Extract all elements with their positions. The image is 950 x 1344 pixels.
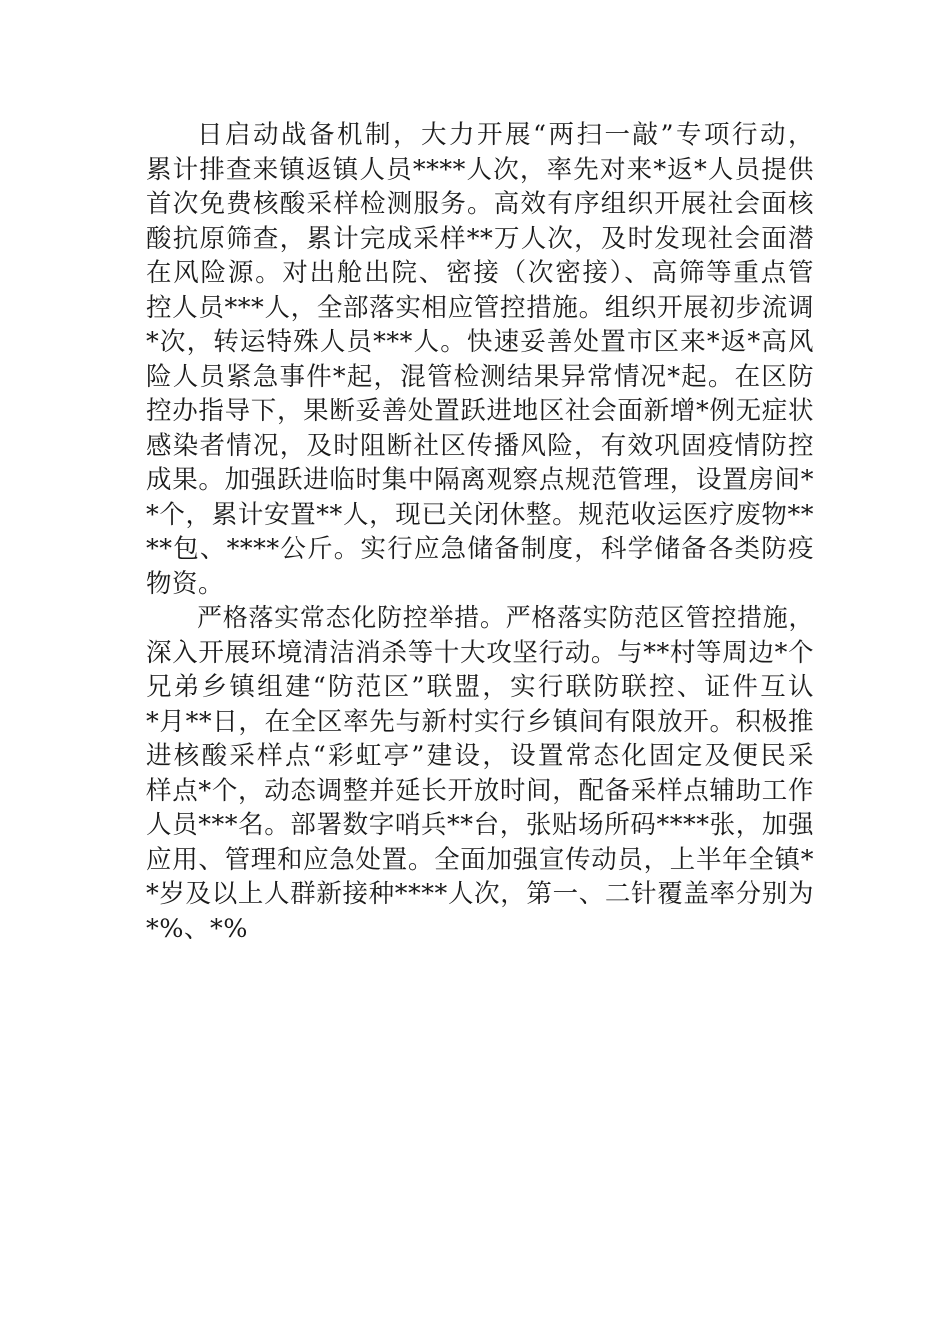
- text-line: 控办指导下，果断妥善处置跃进地区社会面新增*例无症状: [146, 396, 814, 426]
- paragraph-1: [146, 118, 814, 601]
- text-line: 进核酸采样点“彩虹亭”建设，设置常态化固定及便民采: [146, 741, 814, 771]
- text-line: 感染者情况，及时阻断社区传播风险，有效巩固疫情防控: [146, 430, 814, 461]
- text-line: 物资。: [146, 568, 225, 599]
- text-line: 累计排查来镇返镇人员****人次，率先对来*返*人员提供: [146, 154, 814, 185]
- text-line: *月**日，在全区率先与新村实行乡镇间有限放开。积极推: [146, 706, 814, 737]
- text-line: **包、****公斤。实行应急储备制度，科学储备各类防疫: [146, 534, 814, 564]
- body-text: [146, 118, 814, 946]
- text-line: 应用、管理和应急处置。全面加强宣传动员，上半年全镇*: [146, 844, 814, 875]
- text-line: *岁及以上人群新接种****人次，第一、二针覆盖率分别为: [146, 879, 814, 909]
- text-line: *个，累计安置**人，现已关闭休整。规范收运医疗废物**: [146, 499, 814, 530]
- text-line: 险人员紧急事件*起，混管检测结果异常情况*起。在区防: [146, 361, 814, 392]
- text-line: 严格落实常态化防控举措。严格落实防范区管控措施，: [197, 603, 814, 632]
- text-line: 首次免费核酸采样检测服务。高效有序组织开展社会面核: [146, 189, 814, 219]
- text-line: 人员***名。部署数字哨兵**台，张贴场所码****张，加强: [146, 810, 814, 840]
- text-line: *次，转运特殊人员***人。快速妥善处置市区来*返*高风: [146, 327, 814, 357]
- text-line: 日启动战备机制，大力开展“两扫一敲”专项行动，: [197, 120, 814, 150]
- text-line: 控人员***人，全部落实相应管控措施。组织开展初步流调: [146, 292, 814, 323]
- paragraph-2: [146, 601, 814, 946]
- text-line: 深入开展环境清洁消杀等十大攻坚行动。与**村等周边*个: [146, 637, 814, 668]
- text-line: 成果。加强跃进临时集中隔离观察点规范管理，设置房间*: [146, 465, 814, 495]
- text-line: 在风险源。对出舱出院、密接（次密接）、高筛等重点管: [146, 258, 814, 288]
- text-line: *%、*%: [146, 913, 248, 944]
- text-line: 兄弟乡镇组建“防范区”联盟，实行联防联控、证件互认: [146, 672, 814, 702]
- text-line: 酸抗原筛查，累计完成采样**万人次，及时发现社会面潜: [146, 223, 814, 254]
- text-line: 样点*个，动态调整并延长开放时间，配备采样点辅助工作: [146, 775, 814, 806]
